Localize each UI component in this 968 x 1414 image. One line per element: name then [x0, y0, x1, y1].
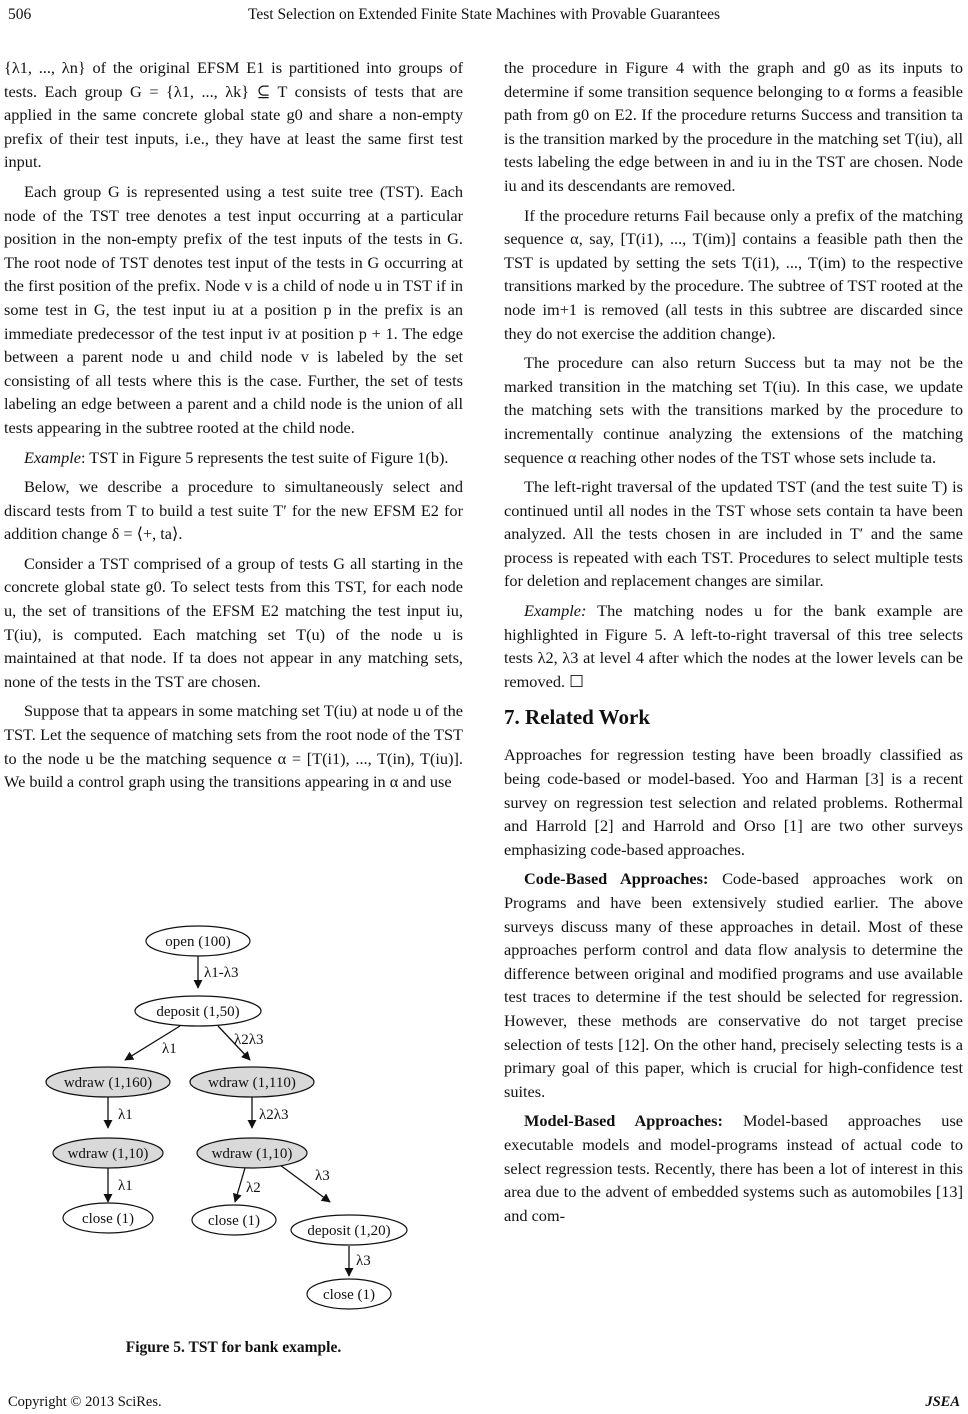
figure-caption: Figure 5. TST for bank example.	[125, 1339, 342, 1356]
paragraph: the procedure in Figure 4 with the graph and g0 as its inputs to determine if some transition sequence belonging to α forms a feasible path from g0 on E2. If the procedure returns Success and transition ta is the transition marked by the procedure in the matching set T(iu), all tests labeling the edge between in and iu in the TST are chosen. Node iu and its descendants are removed.	[504, 58, 963, 195]
edge-label: λ1	[162, 1041, 177, 1057]
node-label: wdraw (1,10)	[67, 1146, 149, 1162]
paragraph-text: Code-based approaches work on Programs and have been extensively studied earlier. The above surveys discuss many of these approaches in detail. Most of these approaches perform control and data flow analysis to determine the difference between original and modified programs and use available test traces to determine if the test should be selected for regression. However, these methods are conservative do not target precise selection of tests [12]. On the other hand, precisely selecting tests is a primary goal of this paper, which is crucial for high-confidence test suites.	[504, 869, 963, 1101]
figure-5-tst	[40, 922, 430, 1342]
edge-label: λ2λ3	[234, 1032, 264, 1048]
paragraph-text: Model-based approaches use executable models and model-programs instead of actual code to select regression tests. Recently, there has been a lot of interest in this area due to the advent of embedded systems such as automobiles [13] and com-	[504, 1111, 964, 1225]
edge-label: λ2	[246, 1180, 261, 1196]
node-label: deposit (1,20)	[307, 1223, 391, 1239]
paragraph: If the procedure returns Fail because only a prefix of the matching sequence α, say, [T(i1), ..., T(im)] contains a feasible path then the TST is updated by setting the sets T(i1), ..., T(im) to the respective transitions marked by the procedure. The subtree of TST rooted at the node im+1 is removed (all tests in this subtree are discarded since they do not exercise the addition change).	[504, 205, 963, 343]
section-title: 7. Related Work	[504, 705, 651, 730]
copyright: Copyright © 2013 SciRes.	[8, 1394, 162, 1410]
node-label: close (1)	[322, 1287, 376, 1303]
right-column	[504, 56, 963, 1233]
paragraph	[504, 1109, 963, 1227]
edge-label: λ2λ3	[259, 1107, 289, 1123]
paragraph: The left-right traversal of the updated TST (and the test suite T) is continued until all nodes in the TST whose sets contain ta have been analyzed. All the tests chosen in are included in T′ and the same process is repeated with each TST. Procedures to select multiple tests for deletion and replacement changes are similar.	[504, 477, 963, 591]
running-title: Test Selection on Extended Finite State Machines with Provable Guarantees	[248, 6, 720, 23]
edge-label: λ3	[356, 1253, 371, 1269]
page-header	[0, 6, 968, 28]
paragraph-heading: Code-Based Approaches:	[524, 869, 709, 889]
edge	[235, 1168, 245, 1202]
paragraph	[504, 599, 963, 693]
paragraph: {λ1, ..., λn} of the original EFSM E1 is partitioned into groups of tests. Each group G = {λ1, ..., λk} ⊆ T consists of tests that are applied in the same concrete global state g0 and share a non-empty prefix of their test inputs, i.e., they have at least the same first test input.	[4, 58, 463, 172]
edge-label: λ1	[118, 1107, 133, 1123]
node-label: wdraw (1,110)	[208, 1075, 296, 1091]
paragraph: Consider a TST comprised of a group of tests G all starting in the concrete global state g0. To select tests from this TST, for each node u, the set of transitions of the EFSM E2 matching the test input iu, T(iu), is computed. Each matching set T(u) of the node u is maintained at that node. If ta does not appear in any matching sets, none of the tests in the TST are chosen.	[4, 553, 463, 691]
example-label: Example:	[524, 601, 587, 621]
page-number: 506	[8, 6, 32, 23]
edge-label: λ3	[315, 1168, 330, 1184]
node-label: open (100)	[165, 934, 231, 950]
paragraph	[4, 446, 463, 470]
paragraph: Suppose that ta appears in some matching set T(iu) at node u of the TST. Let the sequence of matching sets from the root node of the TST to the node u be the matching sequence α = [T(i1), ..., T(in), T(iu)]. We build a control graph using the transitions appearing in α and use	[4, 701, 463, 792]
paragraph: Each group G is represented using a test suite tree (TST). Each node of the TST tree denotes a test input occurring at a particular position in the non-empty prefix of the test inputs of the tests in G. The root node of TST denotes test input of the tests in G occurring at the first position of the prefix. Node v is a child of node u in TST if in some test in G, the test input iu at a position p in the prefix is an immediate predecessor of the test input iv at position p + 1. The edge between a parent node u and child node v is labeled by the set consisting of all tests where this is the case. Further, the set of tests labeling an edge between a parent and a child node is the union of all tests appearing in the subtree rooted at the child node.	[4, 181, 463, 437]
paragraph: Approaches for regression testing have been broadly classified as being code-based or model-based. Yoo and Harman [3] is a recent survey on regression test selection and related problems. Rothermal and Harrold [2] and Harrold and Orso [1] are two other surveys emphasizing code-based approaches.	[504, 745, 963, 859]
edge-label: λ1	[118, 1178, 133, 1194]
node-label: close (1)	[81, 1211, 135, 1227]
paragraph-text: : TST in Figure 5 represents the test suite of Figure 1(b).	[80, 447, 449, 467]
paragraph-text: The matching nodes u for the bank example are highlighted in Figure 5. A left-to-right traversal of this tree selects tests λ2, λ3 at level 4 after which the nodes at the lower levels can be removed. ☐	[504, 601, 963, 691]
paragraph	[504, 867, 963, 1103]
paragraph: Below, we describe a procedure to simultaneously select and discard tests from T to build a test suite T′ for the new EFSM E2 for addition change δ = ⟨+, ta⟩.	[4, 477, 463, 544]
node-label: wdraw (1,160)	[63, 1075, 153, 1091]
node-label: deposit (1,50)	[156, 1004, 240, 1020]
example-label: Example	[24, 447, 81, 467]
journal-name: JSEA	[925, 1394, 960, 1410]
tst-diagram	[40, 922, 430, 1342]
node-label: close (1)	[207, 1213, 261, 1229]
paragraph: The procedure can also return Success but ta may not be the marked transition in the matching set T(iu). In this case, we update the matching sets with the transitions marked by the procedure to incrementally continue analyzing the extensions of the matching sequence α reaching other nodes of the TST whose sets include ta.	[504, 353, 963, 467]
left-column	[4, 56, 463, 800]
paragraph-heading: Model-Based Approaches:	[524, 1111, 723, 1131]
node-label: wdraw (1,10)	[211, 1146, 293, 1162]
edge-label: λ1-λ3	[204, 965, 239, 981]
